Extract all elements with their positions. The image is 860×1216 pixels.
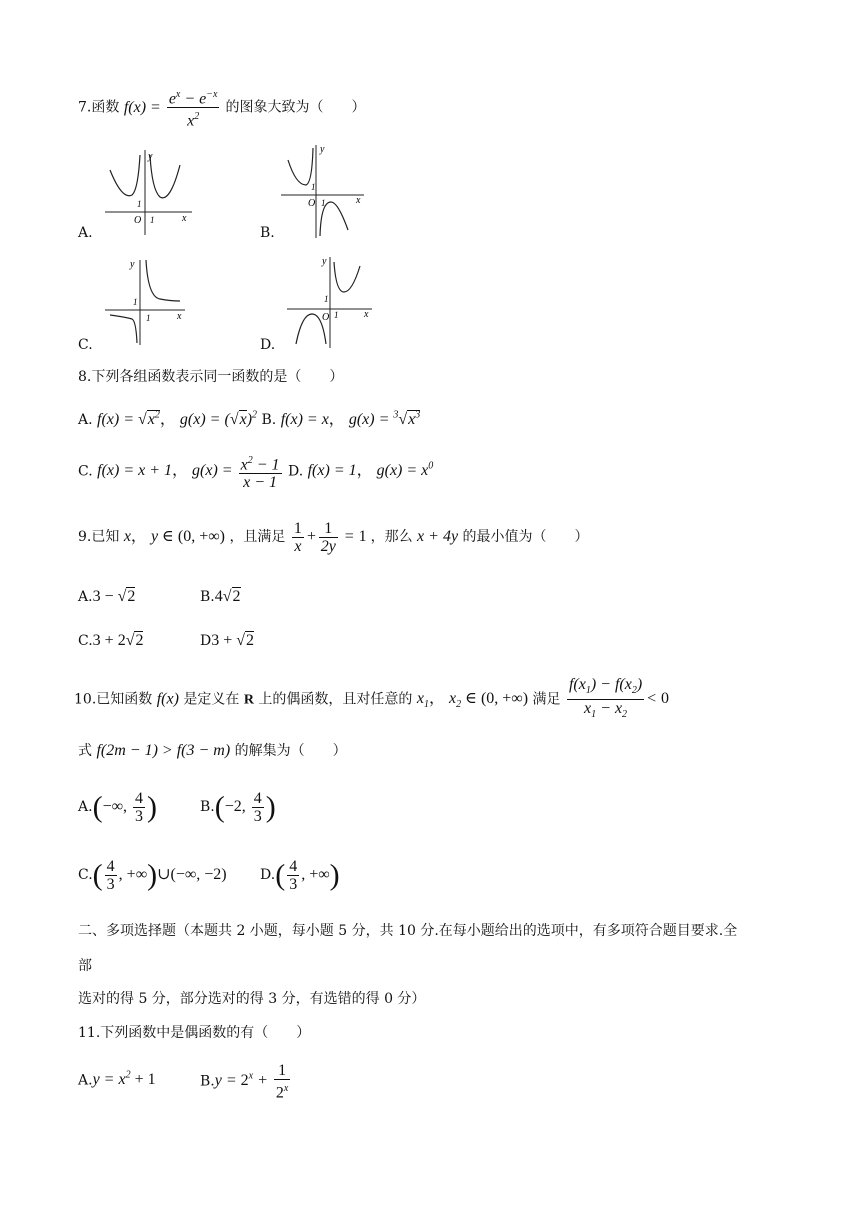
q10-mid1: 是定义在 — [183, 691, 240, 708]
q9-opt-d: D3 + √2 — [200, 632, 255, 649]
q8-row-2 — [78, 452, 433, 491]
q9-opt-a: A.3 − √2 — [78, 588, 136, 605]
q7-suffix: 的图象大致为（ ） — [225, 99, 366, 116]
graph-c — [100, 255, 195, 350]
q9-condition: $\frac{1}{x}$ + $\frac{1}{2y}$ = 1 — [293, 520, 367, 555]
question-10: 10.已知函数 f(x) 是定义在 R 上的偶函数，且对任意的 $x_1$， $x_2$ ∈ (0, +∞) 满足 $\frac{f(x_1) - f(x_2)}{x_1 - x_2}$ < 0 — [74, 676, 669, 721]
section-2-line-2: 部 — [78, 958, 92, 974]
graph-d-o: O — [322, 312, 330, 323]
q10-line2-end: 的解集为（ ） — [234, 743, 347, 759]
graph-b-one-y: 1 — [311, 182, 316, 192]
q10-condition: $\frac{f(x_1) - f(x_2)}{x_1 - x_2}$ < 0 — [568, 676, 669, 721]
q8-opt-b-formula: f(x) = x， $g(x) = ^3√x^3$ — [280, 409, 421, 428]
graph-b-x: x — [356, 195, 361, 206]
q8-opt-c-label: C. — [78, 463, 93, 480]
q10-opt-a: A.(−∞, $\frac{4}{3}$ ) — [78, 790, 157, 825]
graph-b — [276, 140, 376, 240]
graph-b-y: y — [320, 144, 325, 155]
q7-label-b: B. — [260, 225, 275, 241]
q10-opt-d: D.( $\frac{4}{3}$ , +∞) — [260, 858, 340, 893]
graph-d-y: y — [322, 256, 327, 267]
q9-tail: 的最小值为（ ） — [462, 529, 589, 546]
q7-prefix: 7.函数 — [78, 99, 120, 116]
graph-d-x: x — [364, 309, 369, 320]
q8-opt-a-label: A. — [78, 412, 93, 428]
q9-end: ，那么 — [370, 529, 413, 546]
q10-line2: 式 f(2m − 1) > f(3 − m) 的解集为（ ） — [78, 742, 347, 759]
section-2-line-1: 二、多项选择题（本题共 2 小题，每小题 5 分，共 10 分.在每小题给出的选项中，有多项符合题目要求.全 — [78, 923, 738, 939]
question-9: 9.已知 x， y ∈ (0, +∞) ，且满足 $\frac{1}{x}$ + $\frac{1}{2y}$ = 1 ，那么 x + 4y 的最小值为（ ） — [78, 520, 589, 555]
q9-mid: ，且满足 — [229, 529, 286, 546]
graph-a-one-y: 1 — [137, 199, 142, 209]
q8-opt-d-formula: f(x) = 1， $g(x) = x^0$ — [307, 461, 434, 480]
q7-label-c: C. — [78, 337, 93, 353]
q10-opt-c: C.( $\frac{4}{3}$ , +∞)∪(−∞, −2) — [78, 858, 227, 893]
graph-a — [100, 145, 200, 240]
q8-row-1 — [78, 406, 420, 429]
q8-opt-d-label: D. — [287, 463, 304, 480]
q9-opt-c: C.3 + 2√2 — [78, 632, 144, 649]
graph-a-one-x: 1 — [150, 215, 155, 225]
question-8-stem: 8.下列各组函数表示同一函数的是（ ） — [78, 369, 344, 385]
graph-a-y: y — [148, 151, 153, 162]
q10-mid2: 上的偶函数，且对任意的 — [258, 691, 413, 708]
graph-c-one-y: 1 — [133, 297, 138, 307]
q11-opt-b: $B.y = 2^x$ + $\frac{1}{2^x}$ — [200, 1062, 289, 1102]
graph-a-o: O — [134, 215, 142, 226]
q11-opt-a: $A.y = x^2 + 1$ — [78, 1070, 156, 1089]
q10-prefix: 10.已知函数 — [74, 691, 153, 708]
graph-c-y: y — [130, 259, 135, 270]
graph-d — [282, 252, 382, 350]
q8-opt-b-label: B. — [261, 412, 277, 428]
q10-opt-b: B.(−2, $\frac{4}{3}$ ) — [200, 790, 276, 825]
graph-c-x: x — [177, 311, 182, 322]
graph-d-one-x: 1 — [334, 310, 339, 320]
q7-label-a: A. — [78, 225, 93, 241]
graph-d-one-y: 1 — [324, 294, 329, 304]
graph-b-one-x: 1 — [321, 198, 326, 208]
q8-opt-a-formula: $f(x) = √x^2$， $g(x) = (√x)^2$ — [97, 409, 258, 428]
section-2-line-3: 选对的得 5 分，部分选对的得 3 分，有选错的得 0 分） — [78, 991, 426, 1007]
q7-formula: f(x) = $\frac{e^x - e^{-x}}{x^2}$ — [124, 99, 226, 116]
q9-prefix: 9.已知 — [78, 529, 120, 546]
question-7 — [78, 86, 365, 130]
q10-mid3: 满足 — [532, 691, 561, 708]
q8-opt-c-formula: f(x) = x + 1， g(x) = $\frac{x^2 - 1}{x - 1}$ — [97, 462, 283, 479]
graph-c-one-x: 1 — [146, 313, 151, 323]
graph-b-o: O — [308, 198, 316, 209]
q10-line2-start: 式 — [78, 743, 92, 759]
graph-a-x: x — [182, 213, 187, 224]
question-11-stem: 11.下列函数中是偶函数的有（ ） — [78, 1025, 311, 1041]
q9-opt-b: B.4√2 — [200, 588, 241, 605]
q7-label-d: D. — [260, 337, 276, 353]
